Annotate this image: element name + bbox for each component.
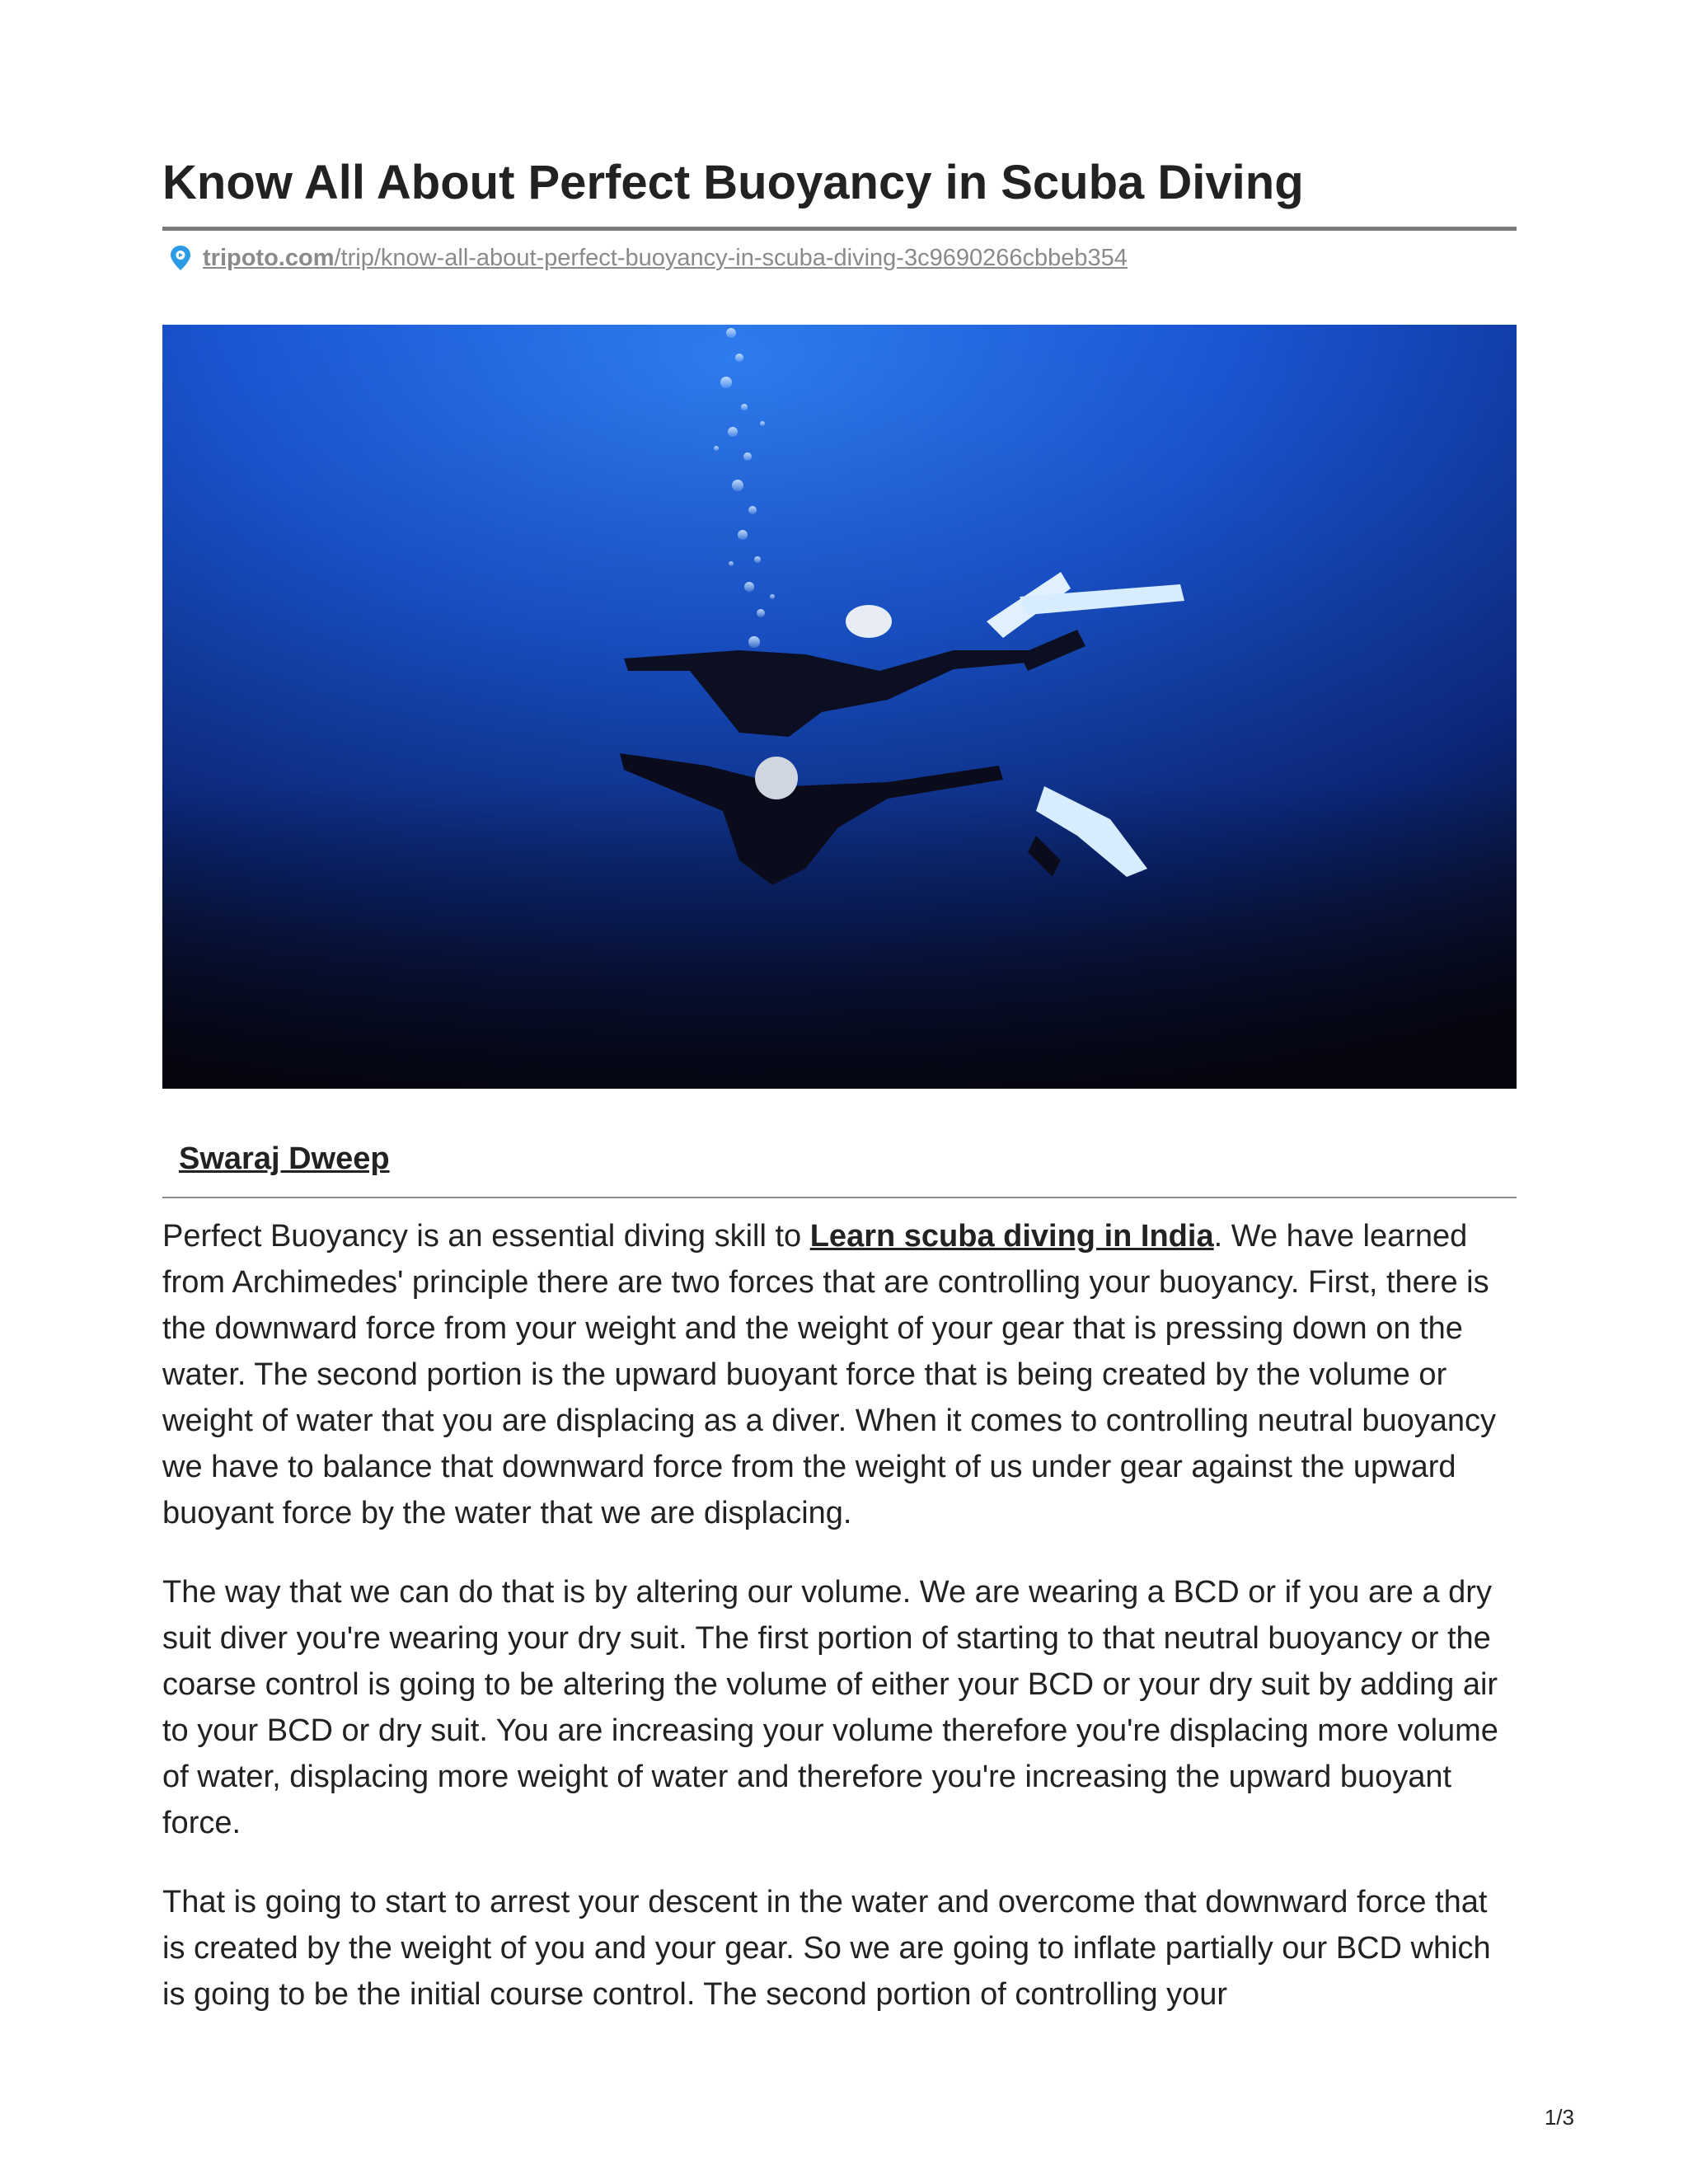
page-title: Know All About Perfect Buoyancy in Scuba Diving — [162, 156, 1304, 209]
source-domain: tripoto.com — [203, 244, 335, 271]
source-path: /trip/know-all-about-perfect-buoyancy-in-scuba-diving-3c9690266cbbeb354 — [334, 244, 1128, 271]
paragraph-1-rest: . We have learned from Archimedes' principle there are two forces that are controlling your buoyancy. First, there is the downward force from your weight and the weight of your gear that is pressing down on the water. The second portion is the upward buoyant force that is being created by the volume or weight of water that you are displacing as a diver. When it comes to controlling neutral buoyancy we have to balance that downward force from the weight of us under gear against the upward buoyant force by the water that we are displacing. — [162, 1219, 1496, 1530]
scuba-divers-photo — [162, 325, 1517, 1089]
author-link[interactable]: Swaraj Dweep — [179, 1141, 390, 1176]
location-pin-icon — [168, 244, 193, 272]
page-number: 1/3 — [1544, 2105, 1574, 2130]
paragraph-1-intro: Perfect Buoyancy is an essential diving skill to — [162, 1219, 810, 1254]
paragraph-1 — [162, 1213, 1517, 1536]
paragraph-2: The way that we can do that is by altering our volume. We are wearing a BCD or if you are a dry suit diver you're wearing your dry suit. The first portion of starting to that neutral buoyancy or the coarse control is going to be altering the volume of either your BCD or your dry suit by adding air to your BCD or dry suit. You are increasing your volume therefore you're displacing more volume of water, displacing more weight of water and therefore you're increasing the upward buoyant force. — [162, 1575, 1498, 1840]
source-row — [162, 241, 1128, 274]
paragraph-3: That is going to start to arrest your descent in the water and overcome that downward force that is created by the weight of you and your gear. So we are going to inflate partially our BCD which is going to be the initial course control. The second portion of controlling your — [162, 1885, 1491, 2012]
article-body — [162, 1213, 1517, 2050]
learn-scuba-diving-link[interactable]: Learn scuba diving in India — [809, 1219, 1214, 1254]
author-divider — [162, 1197, 1517, 1198]
title-divider — [162, 227, 1517, 231]
source-url-link[interactable] — [203, 245, 1128, 272]
